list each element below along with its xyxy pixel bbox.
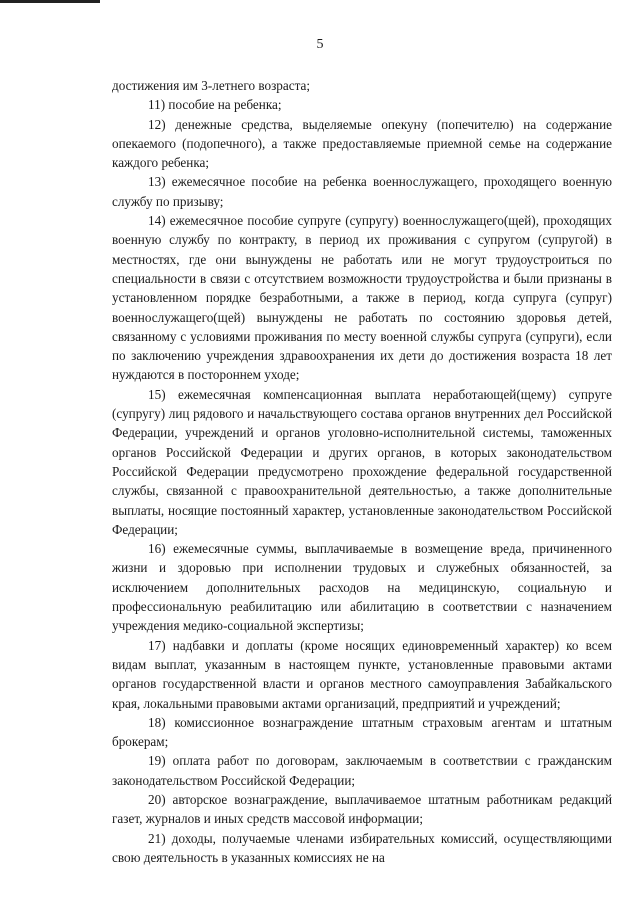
paragraph-item-11: 11) пособие на ребенка; bbox=[148, 97, 282, 113]
paragraph-item-18: 18) комиссионное вознаграждение штатным страховым агентам и штатным брокерам; bbox=[112, 714, 612, 750]
paragraph-item-13: 13) ежемесячное пособие на ребенка военнослужащего, проходящего военную службу по призыву; bbox=[112, 174, 612, 209]
paragraph-item-15: 15) ежемесячная компенсационная выплата неработающей(щему) супруге (супругу) лиц рядового и начальствующего состава органов внутренних дел Российской Федерации, учреждений и органов уголовно-исполнительной системы, таможенных органов Российской Федерации и других органов, в которых законодательством Российской Федерации предусмотрено прохождение федеральной государственной службы, связанной с правоохранительной деятельностью, а также дополнительные выплаты, носящие постоянный характер, установленные законодательством Российской Федерации; bbox=[112, 386, 612, 537]
document-body bbox=[112, 76, 612, 867]
paragraph-item-14: 14) ежемесячное пособие супруге (супругу) военнослужащего(щей), проходящих военную службу по контракту, в период их проживания с супругом (супругой) в местностях, где они вынуждены не работать или не могут трудоустроиться по специальности в связи с отсутствием возможности трудоустройства и были признаны в установленном порядке безработными, а также в период, когда супруга (супруг) военнослужащего(щей) вынуждены не работать по состоянию здоровья детей, связанному с условиями проживания по месту военной службы супруга (супруги), если по заключению учреждения здравоохранения их дети до достижения возраста 18 лет нуждаются в постороннем уходе; bbox=[112, 213, 612, 383]
paragraph-item-20: 20) авторское вознаграждение, выплачиваемое штатным работникам редакций газет, журналов и иных средств массовой информации; bbox=[112, 791, 612, 827]
top-edge-rule bbox=[0, 0, 100, 3]
paragraph-continuation: достижения им 3-летнего возраста; bbox=[112, 78, 311, 93]
paragraph-item-19: 19) оплата работ по договорам, заключаемым в соответствии с гражданским законодательством Российской Федерации; bbox=[112, 753, 612, 788]
page-number: 5 bbox=[316, 37, 324, 52]
paragraph-item-16: 16) ежемесячные суммы, выплачиваемые в возмещение вреда, причиненного жизни и здоровью при исполнении трудовых и служебных обязанностей, за исключением дополнительных расходов на медицинскую, социальную и профессиональную реабилитацию или абилитацию в соответствии с назначением учреждения медико-социальной экспертизы; bbox=[112, 541, 612, 634]
paragraph-item-12: 12) денежные средства, выделяемые опекуну (попечителю) на содержание опекаемого (подопечного), а также предоставляемые приемной семье на содержание каждого ребенка; bbox=[112, 116, 612, 171]
paragraph-item-21: 21) доходы, получаемые членами избирательных комиссий, осуществляющими свою деятельность в указанных комиссиях не на bbox=[112, 830, 612, 865]
paragraph-item-17: 17) надбавки и доплаты (кроме носящих единовременный характер) ко всем видам выплат, указанным в настоящем пункте, установленные правовыми актами органов государственной власти и органов местного самоуправления Забайкальского края, локальными правовыми актами организаций, предприятий и учреждений; bbox=[112, 637, 612, 711]
